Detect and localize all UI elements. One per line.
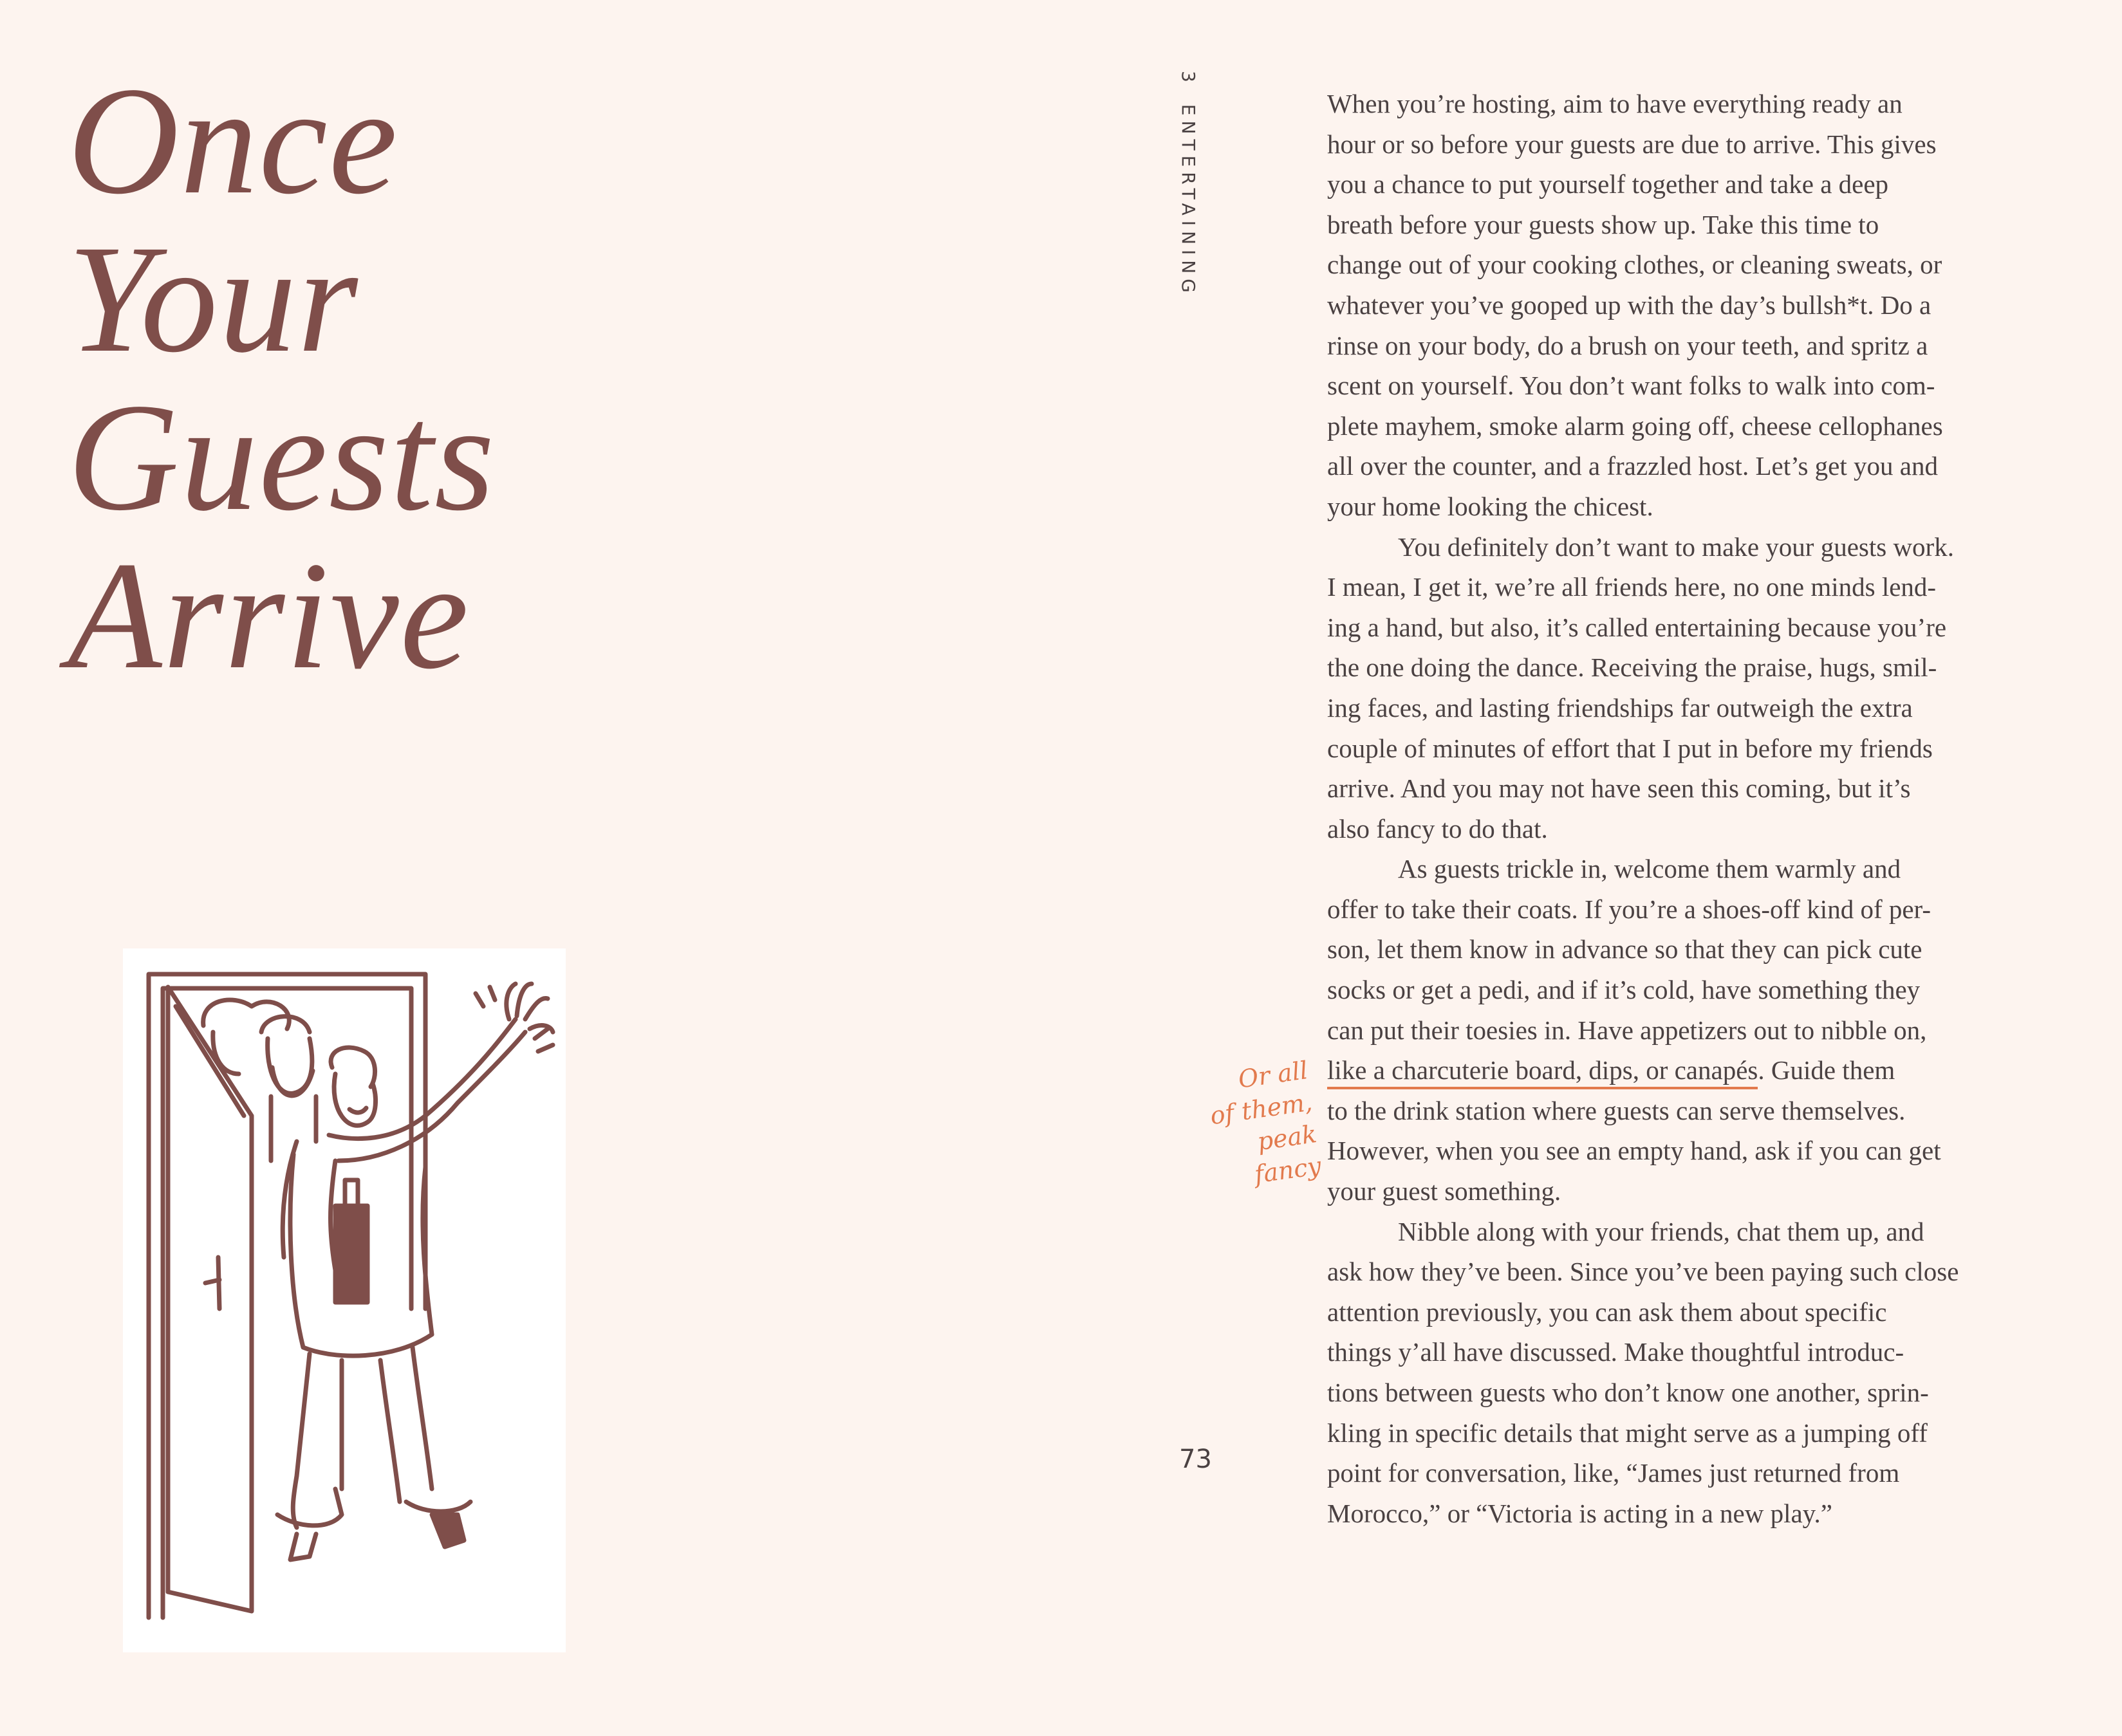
body-line: I mean, I get it, we’re all friends here, no one minds lend-: [1327, 572, 1937, 602]
body-line: to the drink station where guests can serve themselves.: [1327, 1095, 1906, 1125]
body-line: Nibble along with your friends, chat them up, and: [1398, 1216, 1924, 1246]
title-line: Guests: [68, 371, 496, 542]
margin-note-line: Or all: [1236, 1055, 1310, 1094]
page-number: 73: [1179, 1445, 1212, 1474]
body-line: couple of minutes of effort that I put in before my friends: [1327, 733, 1933, 763]
handwritten-margin-note: [1197, 1054, 1323, 1197]
host-greeting-illustration: [123, 948, 566, 1652]
body-line: rinse on your body, do a brush on your teeth, and spritz a: [1327, 330, 1928, 360]
running-head: [1178, 71, 1199, 298]
body-line: plete mayhem, smoke alarm going off, cheese cellophanes: [1327, 411, 1943, 441]
body-line: As guests trickle in, welcome them warmly and: [1398, 854, 1901, 884]
body-line: breath before your guests show up. Take this time to: [1327, 209, 1879, 239]
body-line: ask how they’ve been. Since you’ve been paying such close: [1327, 1257, 1959, 1287]
body-line: When you’re hosting, aim to have everything ready an: [1327, 89, 1903, 118]
underlined-phrase: like a charcuterie board, dips, or canapés: [1327, 1055, 1758, 1089]
title-line: Arrive: [68, 530, 470, 701]
chapter-section-title: [68, 55, 496, 701]
body-line: you a chance to put yourself together and take a deep: [1327, 169, 1889, 199]
body-line: change out of your cooking clothes, or cleaning sweats, or: [1327, 250, 1942, 280]
body-line: socks or get a pedi, and if it’s cold, have something they: [1327, 975, 1921, 1005]
body-line: scent on yourself. You don’t want folks to walk into com-: [1327, 371, 1935, 401]
body-line: offer to take their coats. If you’re a shoes-off kind of per-: [1327, 894, 1931, 924]
body-line: your home looking the chicest.: [1327, 491, 1653, 521]
body-line: arrive. And you may not have seen this coming, but it’s: [1327, 773, 1911, 804]
margin-note-line: fancy: [1252, 1151, 1323, 1189]
body-line: However, when you see an empty hand, ask if you can get: [1327, 1136, 1941, 1166]
body-line: your guest something.: [1327, 1176, 1561, 1206]
body-line: can put their toesies in. Have appetizers out to nibble on,: [1327, 1015, 1927, 1045]
title-line: Once: [68, 55, 399, 226]
chapter-number: 3: [1178, 71, 1199, 88]
body-line: the one doing the dance. Receiving the praise, hugs, smil-: [1327, 652, 1937, 683]
body-line: all over the counter, and a frazzled host. Let’s get you and: [1327, 451, 1938, 481]
body-line: ing a hand, but also, it’s called entertaining because you’re: [1327, 612, 1947, 642]
body-line: tions between guests who don’t know one another, sprin-: [1327, 1378, 1929, 1407]
body-line: hour or so before your guests are due to arrive. This gives: [1327, 129, 1937, 159]
margin-note-line: of them,: [1208, 1087, 1314, 1131]
body-text: [1327, 84, 2054, 1533]
body-line: Morocco,” or “Victoria is acting in a new play.”: [1327, 1498, 1832, 1528]
body-line: also fancy to do that.: [1327, 813, 1548, 844]
margin-note-line: peak: [1255, 1119, 1319, 1156]
body-line: son, let them know in advance so that they can pick cute: [1327, 934, 1922, 965]
line-continuation: . Guide them: [1758, 1055, 1895, 1085]
body-line: point for conversation, like, “James just returned from: [1327, 1458, 1900, 1488]
body-line: whatever you’ve gooped up with the day’s bullsh*t. Do a: [1327, 290, 1931, 320]
body-line: kling in specific details that might serve as a jumping off: [1327, 1417, 1928, 1448]
body-line: ing faces, and lasting friendships far outweigh the extra: [1327, 692, 1913, 723]
body-line: things y’all have discussed. Make thoughtful introduc-: [1327, 1337, 1904, 1367]
chapter-name: ENTERTAINING: [1178, 104, 1199, 298]
body-line: You definitely don’t want to make your guests work.: [1398, 531, 1954, 562]
body-line: attention previously, you can ask them about specific: [1327, 1297, 1887, 1327]
body-line: [1327, 1050, 2054, 1091]
title-line: Your: [68, 213, 359, 384]
